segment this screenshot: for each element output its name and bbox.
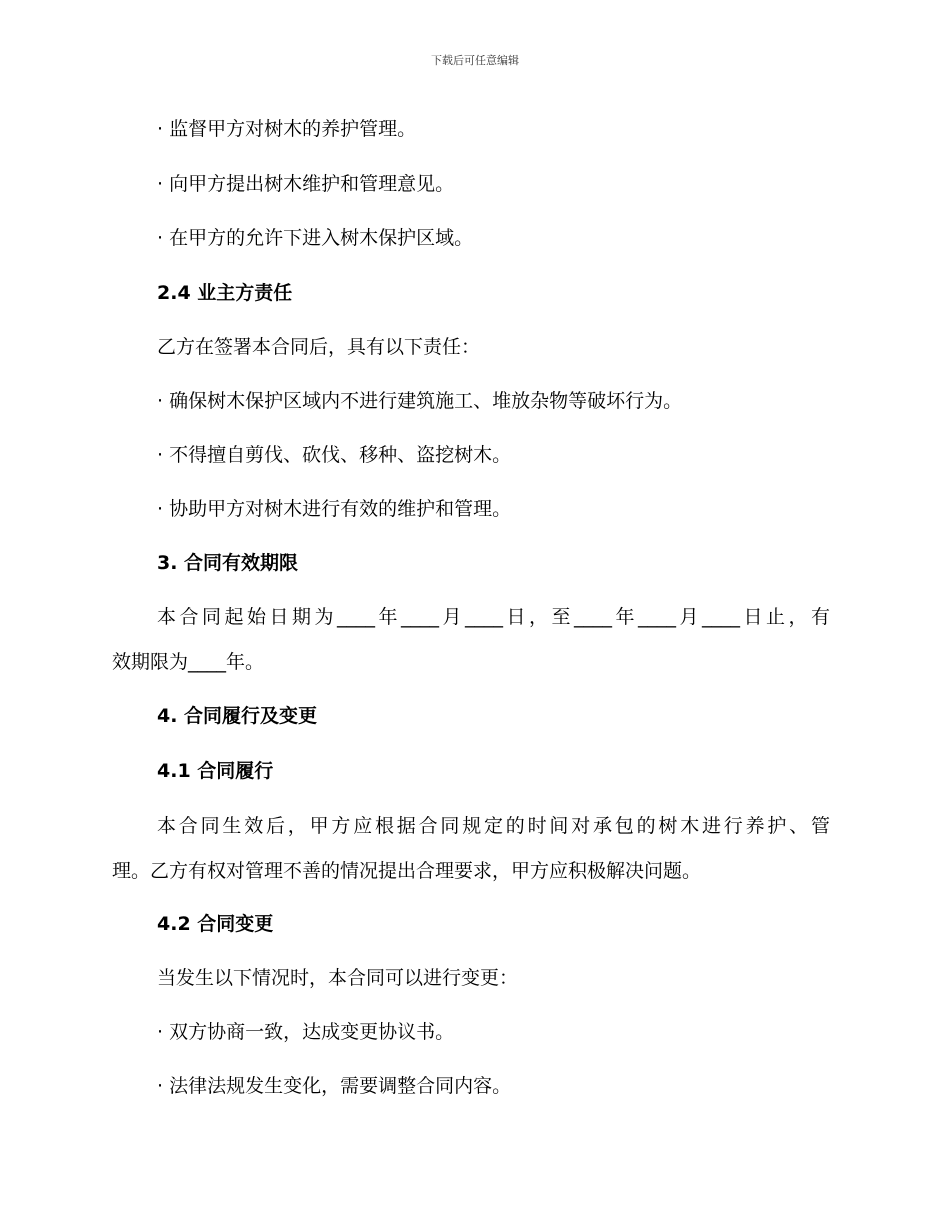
paragraph-line: 本合同生效后，甲方应根据合同规定的时间对承包的树木进行养护、管 <box>157 815 830 837</box>
section-heading-2-4: 2.4 业主方责任 <box>157 282 293 304</box>
paragraph-change-conditions: 当发生以下情况时，本合同可以进行变更： <box>157 967 519 989</box>
page-header: 下载后可任意编辑 <box>431 54 519 67</box>
paragraph-contract-term <box>112 604 830 675</box>
section-heading-4-1: 4.1 合同履行 <box>157 760 274 782</box>
bullet-no-felling: · 不得擅自剪伐、砍伐、移种、盗挖树木。 <box>157 444 512 466</box>
section-heading-3: 3. 合同有效期限 <box>157 552 299 574</box>
section-heading-4: 4. 合同履行及变更 <box>157 705 318 727</box>
paragraph-line: 效期限为____年。 <box>112 651 265 673</box>
paragraph-contract-performance <box>112 813 830 884</box>
section-heading-4-2: 4.2 合同变更 <box>157 913 274 935</box>
bullet-enter-protection-area: · 在甲方的允许下进入树木保护区域。 <box>157 227 474 249</box>
bullet-mutual-agreement: · 双方协商一致，达成变更协议书。 <box>157 1021 455 1043</box>
bullet-law-change: · 法律法规发生变化，需要调整合同内容。 <box>157 1075 512 1097</box>
bullet-assist-maintenance: · 协助甲方对树木进行有效的维护和管理。 <box>157 498 512 520</box>
bullet-supervise-maintenance: · 监督甲方对树木的养护管理。 <box>157 118 417 140</box>
bullet-no-construction: · 确保树木保护区域内不进行建筑施工、堆放杂物等破坏行为。 <box>157 390 683 412</box>
paragraph-line: 本合同起始日期为____年____月____日，至____年____月____日止，有 <box>157 606 830 628</box>
paragraph-responsibilities-intro: 乙方在签署本合同后，具有以下责任： <box>157 336 481 358</box>
paragraph-line: 理。乙方有权对管理不善的情况提出合理要求，甲方应积极解决问题。 <box>112 860 702 882</box>
bullet-propose-opinions: · 向甲方提出树木维护和管理意见。 <box>157 173 455 195</box>
